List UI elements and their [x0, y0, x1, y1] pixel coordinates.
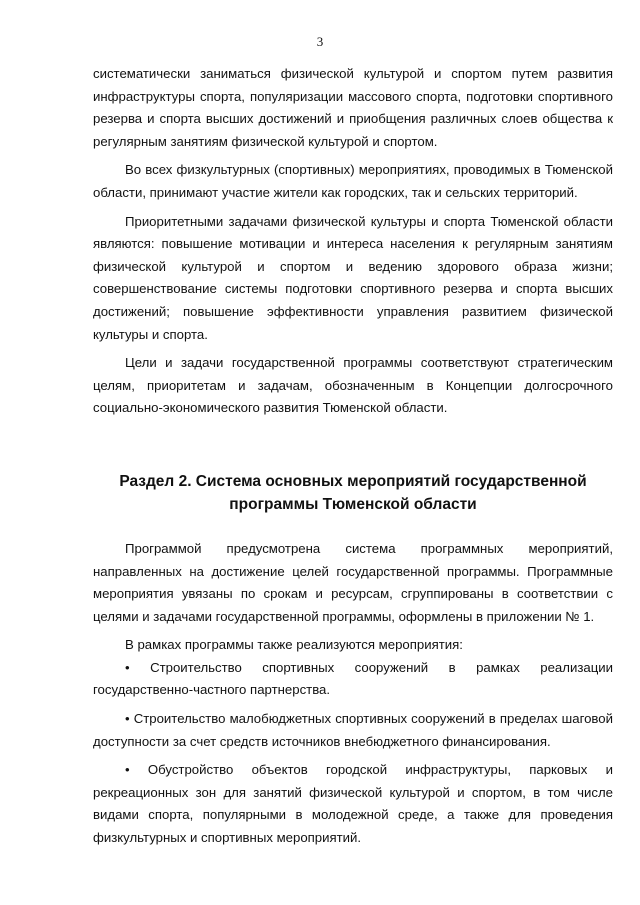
bullet-item-3: • Обустройство объектов городской инфраструктуры, парковых и рекреационных зон для занятий физической культурой и спортом, в том числе видами спорта, популярными в молодежной среде, а также для проведения физкультурных и спортивных мероприятий.	[93, 762, 613, 846]
section-paragraph-2: В рамках программы также реализуются мероприятия:	[125, 637, 463, 653]
page-content	[93, 63, 613, 850]
intro-paragraph-3: Приоритетными задачами физической культуры и спорта Тюменской области являются: повышение мотивации и интереса населения к регулярным занятиям физической культурой и спортом и ведению здорового образа жизни; совершенствование системы подготовки спортивного резерва и спорта высших достижений; повышение эффективности управления развитием физической культуры и спорта.	[93, 213, 613, 342]
page-number: 3	[316, 34, 324, 49]
section-heading: Раздел 2. Система основных мероприятий государственной программы Тюменской области	[119, 472, 587, 513]
intro-paragraph-4: Цели и задачи государственной программы соответствуют стратегическим целям, приоритетам и задачам, обозначенным в Концепции долгосрочного социально-экономического развития Тюменской области.	[93, 355, 613, 416]
section-body	[93, 538, 613, 850]
intro-paragraph-1: систематически заниматься физической культурой и спортом путем развития инфраструктуры спорта, популяризации массового спорта, подготовки спортивного резерва и спорта высших достижений и приобщения различных слоев общества к регулярным занятиям физической культурой и спортом.	[93, 66, 613, 149]
section-paragraph-1: Программой предусмотрена система программных мероприятий, направленных на достижение целей государственной программы. Программные мероприятия увязаны по срокам и ресурсам, сгруппированы в соответствии с целями и задачами государственной программы, оформлены в приложении № 1.	[93, 540, 613, 624]
intro-paragraph-2: Во всех физкультурных (спортивных) мероприятиях, проводимых в Тюменской области, принимают участие жители как городских, так и сельских территорий.	[93, 162, 613, 200]
bullet-item-1: • Строительство спортивных сооружений в рамках реализации государственно-частного партнерства.	[93, 659, 613, 698]
bullet-item-2: • Строительство малобюджетных спортивных сооружений в пределах шаговой доступности за счет средств источников внебюджетного финансирования.	[93, 711, 613, 749]
